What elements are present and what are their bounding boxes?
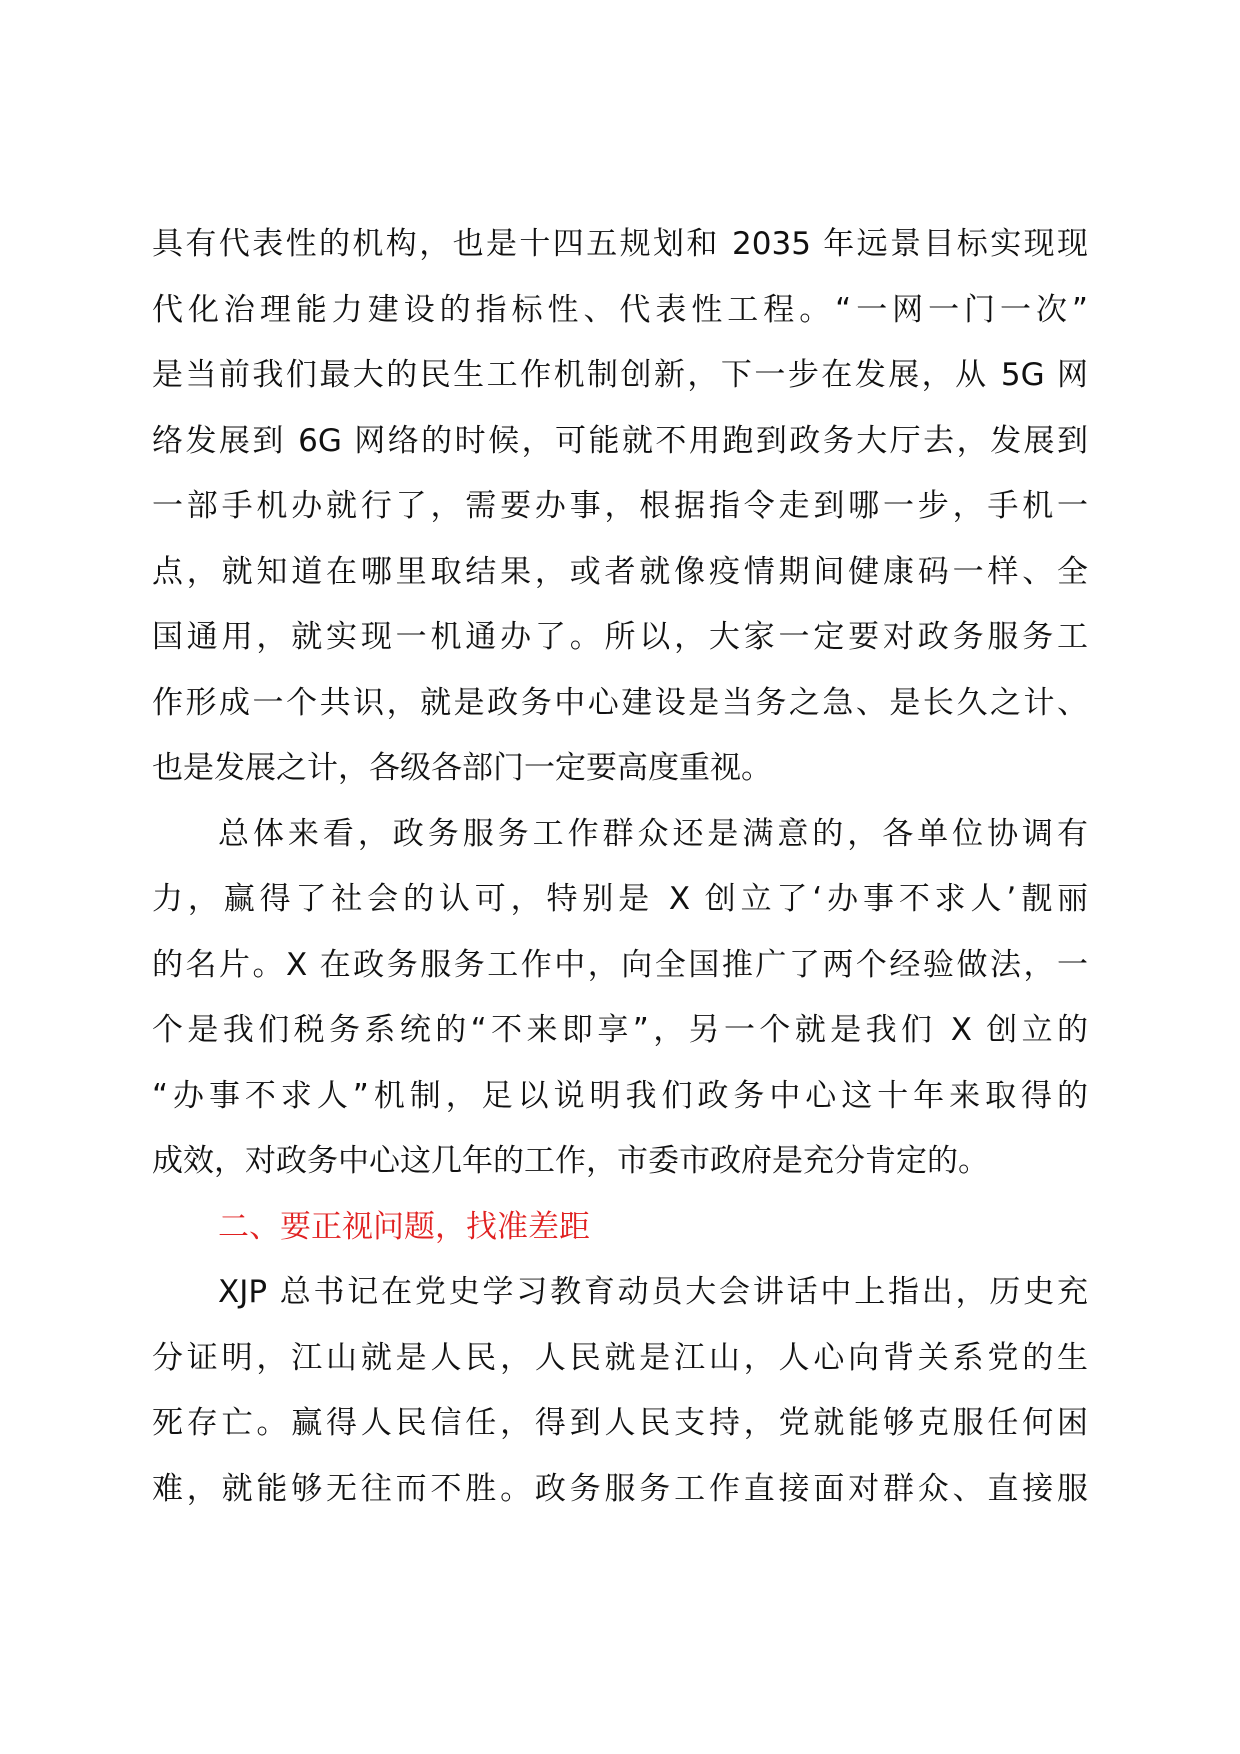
paragraph-1-line: 具有代表性的机构，也是十四五规划和 2035 年远景目标实现现 — [152, 226, 1088, 262]
paragraph-3-line: 死存亡。赢得人民信任，得到人民支持，党就能够克服任何困 — [152, 1405, 1088, 1441]
paragraph-2 — [152, 802, 1088, 1195]
paragraph-1-line: 也是发展之计，各级各部门一定要高度重视。 — [152, 750, 772, 786]
paragraph-1-line: 点，就知道在哪里取结果，或者就像疫情期间健康码一样、全 — [152, 553, 1088, 590]
paragraph-3-line: 难，就能够无往而不胜。政务服务工作直接面对群众、直接服 — [152, 1470, 1088, 1507]
paragraph-3-line: 分证明，江山就是人民，人民就是江山，人心向背关系党的生 — [152, 1339, 1088, 1376]
paragraph-1-line: 是当前我们最大的民生工作机制创新，下一步在发展，从 5G 网 — [152, 357, 1088, 393]
section-heading: 二、要正视问题，找准差距 — [218, 1208, 590, 1245]
paragraph-1 — [152, 212, 1088, 802]
paragraph-1-line: 一部手机办就行了，需要办事，根据指令走到哪一步，手机一 — [152, 488, 1088, 524]
paragraph-1-line: 作形成一个共识，就是政务中心建设是当务之急、是长久之计、 — [152, 684, 1088, 721]
paragraph-2-line: 成效，对政务中心这几年的工作，市委市政府是充分肯定的。 — [152, 1143, 989, 1179]
paragraph-1-line: 络发展到 6G 网络的时候，可能就不用跑到政务大厅去，发展到 — [152, 422, 1088, 459]
paragraph-1-line: 国通用，就实现一机通办了。所以，大家一定要对政务服务工 — [152, 619, 1088, 655]
paragraph-3 — [152, 1260, 1088, 1522]
document-body — [152, 212, 1088, 1522]
paragraph-1-line: 代化治理能力建设的指标性、代表性工程。“一网一门一次” — [152, 291, 1088, 328]
paragraph-2-line: 个是我们税务系统的“不来即享”，另一个就是我们 X 创立的 — [152, 1012, 1088, 1048]
paragraph-2-line: “办事不求人”机制，足以说明我们政务中心这十年来取得的 — [152, 1077, 1088, 1114]
paragraph-2-line: 总体来看，政务服务工作群众还是满意的，各单位协调有 — [218, 815, 1088, 852]
paragraph-2-line: 的名片。X 在政务服务工作中，向全国推广了两个经验做法，一 — [152, 946, 1088, 983]
paragraph-3-line: XJP 总书记在党史学习教育动员大会讲话中上指出，历史充 — [218, 1274, 1088, 1310]
paragraph-2-line: 力，赢得了社会的认可，特别是 X 创立了‘办事不求人’靓丽 — [152, 881, 1088, 917]
